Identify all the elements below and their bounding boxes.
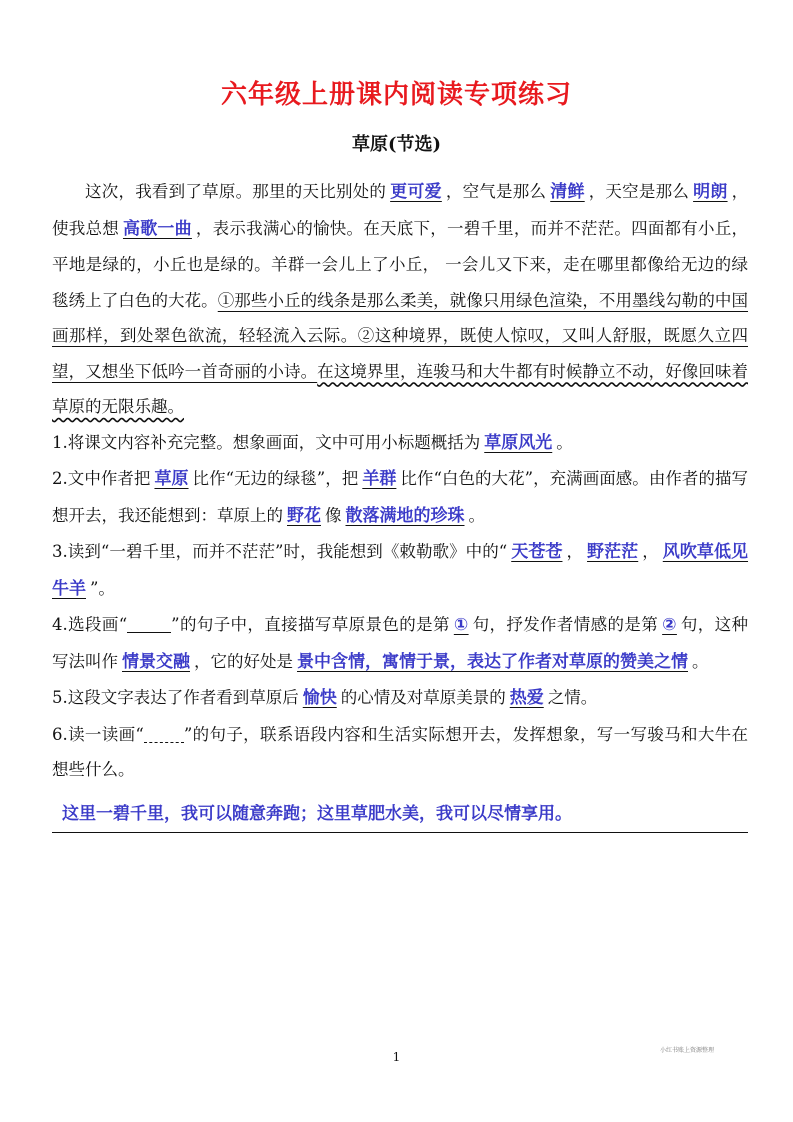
passage-title: 草原(节选) xyxy=(351,134,442,155)
question-text: ， xyxy=(642,542,659,561)
passage-text: ，表示我满心的愉快。在天底下，一碧千里，而并不茫茫。四面都有小丘，平地是绿的，小丘也是绿的。羊群一会儿上了小丘， 一会儿又下来，走在哪里都像给无边的绿毯绣上了白色的大花。 xyxy=(52,218,749,310)
question-text: 3.读到“一碧千里，而并不茫茫”时，我能想到《敕勒歌》中的“ xyxy=(52,542,508,561)
answer-blank: 风吹草低见牛羊 xyxy=(52,542,749,599)
answer-blank: 草原 xyxy=(154,469,189,489)
question-text: 句，抒发作者情感的是第 xyxy=(472,615,659,634)
question-text: ，它的好处是 xyxy=(194,651,293,671)
page-title: 六年级上册课内阅读专项练习 xyxy=(220,80,572,110)
answer-blank: 羊群 xyxy=(362,469,397,489)
answer-blank: 明朗 xyxy=(693,182,728,202)
answer-blank: 情景交融 xyxy=(122,651,190,672)
question-text: 6.读一读画“ xyxy=(52,724,144,744)
question-3 xyxy=(52,534,748,607)
straight-underlined-sentences: ①那些小丘的线条是那么柔美，就像只用绿色渲染，不用墨线勾勒的中国画那样，到处翠色欲流，轻轻流入云际。②这种境界，既使人惊叹，又叫人舒服，既愿久立四望，又想坐下低吟一首奇丽的小诗。 xyxy=(52,290,749,381)
question-text: 句，这种写法叫作 xyxy=(52,615,749,671)
question-4 xyxy=(52,607,748,680)
answer-blank: 愉快 xyxy=(302,688,337,708)
answer-blank: 更可爱 xyxy=(390,182,442,202)
answer-blank: 热爱 xyxy=(509,688,544,708)
question-1 xyxy=(52,425,748,462)
question-text: 。 xyxy=(556,432,573,452)
answer-blank: 高歌一曲 xyxy=(122,218,192,239)
answer-blank: 野花 xyxy=(287,505,321,526)
wavy-underlined-sentence: 在这境界里，连骏马和大牛都有时候静立不动，好像回味着草原的无限乐趣。 xyxy=(52,361,749,416)
question-text: 。 xyxy=(468,505,485,525)
answer-blank: 清鲜 xyxy=(550,182,585,202)
passage-text: ，天空是那么 xyxy=(588,182,690,201)
question-5 xyxy=(52,680,748,717)
passage-text: 这次，我看到了草原。那里的天比别处的 xyxy=(85,182,387,201)
question-text: 1.将课文内容补充完整。想象画面，文中可用小标题概括为 xyxy=(52,432,481,452)
passage xyxy=(52,174,748,425)
footer-note: 小红书账上资源整理 xyxy=(660,1047,715,1054)
question-text: ”的句子，联系语段内容和生活实际想开去，发挥想象，写一写骏马和大牛在想些什么。 xyxy=(52,724,748,779)
question-text: 像 xyxy=(325,505,342,525)
wavy-line-marker xyxy=(144,728,184,743)
passage-text: ，使我总想 xyxy=(52,182,749,238)
straight-line-marker xyxy=(127,618,171,633)
question-2 xyxy=(52,461,748,534)
answer-blank: ② xyxy=(662,615,677,635)
answer-blank: ① xyxy=(453,615,469,635)
question-text: 2.文中作者把 xyxy=(52,469,151,488)
worksheet-content xyxy=(52,174,748,833)
question-text: 5.这段文字表达了作者看到草原后 xyxy=(52,688,299,707)
question-6 xyxy=(52,717,748,788)
answer-blank: 野茫茫 xyxy=(587,542,639,562)
passage-text: ，空气是那么 xyxy=(445,182,547,201)
question-text: 比作“无边的绿毯”，把 xyxy=(192,469,359,488)
question-text: 。 xyxy=(692,651,709,671)
question-text: ， xyxy=(566,542,584,561)
page-number: 1 xyxy=(392,1050,401,1064)
answer-blank: 散落满地的珍珠 xyxy=(345,505,465,526)
answer-blank: 草原风光 xyxy=(484,432,553,453)
question-6-answer: 这里一碧千里，我可以随意奔跑；这里草肥水美，我可以尽情享用。 xyxy=(52,796,748,833)
question-text: 比作“白色的大花”，充满画面感。由作者的描写想开去，我还能想到：草原上的 xyxy=(52,469,749,525)
question-text: 4.选段画“ xyxy=(52,615,128,634)
question-text: 的心情及对草原美景的 xyxy=(340,688,506,707)
question-text: 之情。 xyxy=(547,688,598,707)
answer-blank: 天苍苍 xyxy=(511,542,563,562)
answer-blank: 景中含情，寓情于景，表达了作者对草原的赞美之情 xyxy=(297,651,688,672)
question-text: ”。 xyxy=(90,578,115,598)
question-text: ”的句子中，直接描写草原景色的是第 xyxy=(171,615,450,634)
